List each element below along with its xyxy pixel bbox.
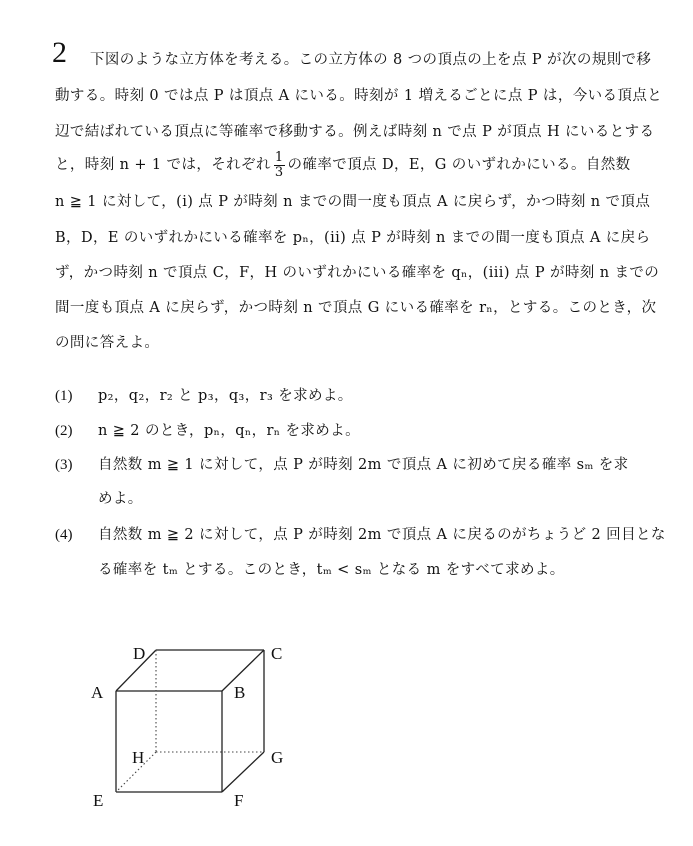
question-2-label: (2): [55, 423, 73, 439]
problem-line-8: 間一度も頂点 A に戻らず，かつ時刻 n で頂点 G にいる確率を rₙ，とする。このとき，次: [55, 300, 657, 316]
question-4-line-1: 自然数 m ≧ 2 に対して，点 P が時刻 2m で頂点 A に戻るのがちょうど 2 回目とな: [98, 527, 666, 543]
vertex-label-G: G: [271, 748, 284, 767]
problem-line-7: ず，かつ時刻 n で頂点 C，F，H のいずれかにいる確率を qₙ，(iii) 点 P が時刻 n までの: [55, 265, 660, 281]
problem-line-3: 辺で結ばれている頂点に等確率で移動する。例えば時刻 n で点 P が頂点 H にいるとする: [55, 124, 655, 140]
edge-A-D: [116, 650, 156, 691]
problem-number: 2: [52, 36, 67, 69]
edge-H-E: [116, 752, 156, 792]
problem-line-6: B，D，E のいずれかにいる確率を pₙ，(ii) 点 P が時刻 n までの間一度も頂点 A に戻ら: [55, 230, 651, 246]
vertex-label-A: A: [91, 683, 104, 702]
question-1-line-1: p₂，q₂，r₂ と p₃，q₃，r₃ を求めよ。: [98, 388, 353, 404]
problem-line-5: n ≧ 1 に対して，(i) 点 P が時刻 n までの間一度も頂点 A に戻らず，かつ時刻 n で頂点: [55, 194, 651, 210]
question-1-label: (1): [55, 388, 73, 404]
problem-line-4-before: と，時刻 n + 1 では，それぞれ: [55, 157, 271, 173]
question-3-label: (3): [55, 457, 73, 473]
vertex-label-D: D: [133, 644, 146, 663]
vertex-label-F: F: [234, 791, 244, 810]
edge-F-G: [222, 752, 264, 792]
problem-line-4: [55, 150, 631, 180]
question-4-label: (4): [55, 527, 73, 543]
vertex-label-B: B: [234, 683, 246, 702]
vertex-label-E: E: [93, 791, 104, 810]
fraction-one-third: [274, 151, 285, 180]
problem-line-2: 動する。時刻 0 では点 P は頂点 A にいる。時刻が 1 増えるごとに点 P は，今いる頂点と: [55, 88, 663, 104]
question-2-line-1: n ≧ 2 のとき，pₙ，qₙ，rₙ を求めよ。: [98, 423, 360, 439]
problem-line-4-after: の確率で頂点 D，E，G のいずれかにいる。自然数: [287, 157, 631, 173]
fraction-numerator: 1: [274, 149, 284, 165]
question-4-line-2: る確率を tₘ とする。このとき，tₘ < sₘ となる m をすべて求めよ。: [98, 562, 565, 578]
problem-line-1: 下図のような立方体を考える。この立方体の 8 つの頂点の上を点 P が次の規則で移: [90, 52, 652, 68]
question-3-line-2: めよ。: [98, 491, 143, 507]
vertex-label-C: C: [271, 644, 283, 663]
edge-B-C: [222, 650, 264, 691]
vertex-label-H: H: [132, 748, 145, 767]
question-3-line-1: 自然数 m ≧ 1 に対して，点 P が時刻 2m で頂点 A に初めて戻る確率 sₘ を求: [98, 457, 629, 473]
problem-line-9: の問に答えよ。: [55, 335, 160, 351]
fraction-denominator: 3: [274, 164, 284, 180]
